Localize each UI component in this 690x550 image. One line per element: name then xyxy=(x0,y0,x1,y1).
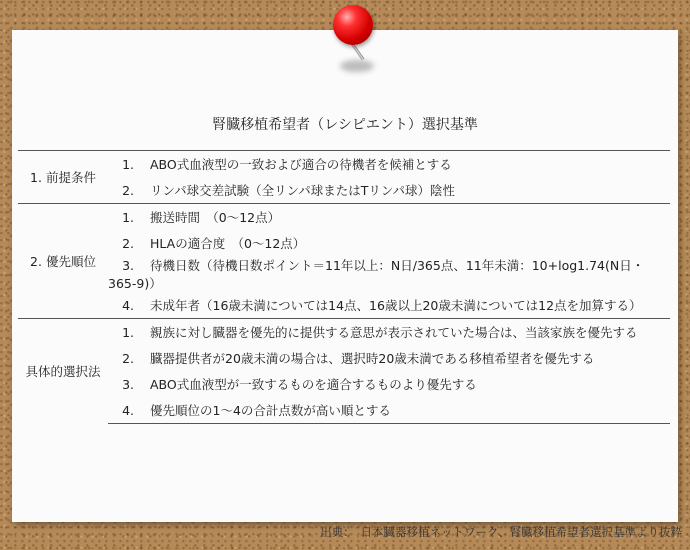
criteria-item: 2. リンパ球交差試験（全リンパ球またはTリンパ球）陰性 xyxy=(122,183,456,198)
criteria-item: 1. 親族に対し臓器を優先的に提供する意思が表示されていた場合は、当該家族を優先する xyxy=(108,319,670,346)
table-row xyxy=(18,371,670,397)
criteria-item: 4. 未成年者（16歳未満については14点、16歳以上20歳未満については12点を加算する） xyxy=(122,298,642,313)
table-row xyxy=(18,177,670,204)
table-row xyxy=(18,292,670,319)
criteria-item: 3. ABO式血液型が一致するものを適合するものより優先する xyxy=(122,377,477,392)
table-row xyxy=(18,204,670,231)
criteria-item: 1. ABO式血液型の一致および適合の待機者を候補とする xyxy=(108,151,670,178)
table-row xyxy=(18,345,670,371)
category-label: 2. 優先順位 xyxy=(18,204,108,319)
criteria-item: 3. 待機日数（待機日数ポイント＝11年以上：N日/365点、11年未満：10+log1.74(N日・365-9)） xyxy=(108,258,645,291)
criteria-item: 2. HLAの適合度 （0〜12点） xyxy=(122,236,306,251)
criteria-item: 4. 優先順位の1〜4の合計点数が高い順とする xyxy=(108,397,670,424)
source-citation: 出典： 日本臓器移植ネットワーク、腎臓移植希望者選択基準より抜粋 xyxy=(320,525,682,539)
pin-shadow xyxy=(340,60,374,72)
criteria-item: 1. 搬送時間 （0〜12点） xyxy=(108,204,670,231)
criteria-table xyxy=(18,150,670,424)
page-title: 腎臓移植希望者（レシピエント）選択基準 xyxy=(212,117,478,133)
table-row xyxy=(18,230,670,256)
red-pushpin-icon xyxy=(333,5,373,45)
category-label: 1. 前提条件 xyxy=(18,151,108,204)
table-row xyxy=(18,397,670,424)
table-row xyxy=(18,151,670,178)
criteria-item: 2. 臓器提供者が20歳未満の場合は、選択時20歳未満である移植希望者を優先する xyxy=(122,351,595,366)
category-label: 具体的選択法 xyxy=(18,319,108,424)
table-row xyxy=(18,256,670,292)
table-row xyxy=(18,319,670,346)
